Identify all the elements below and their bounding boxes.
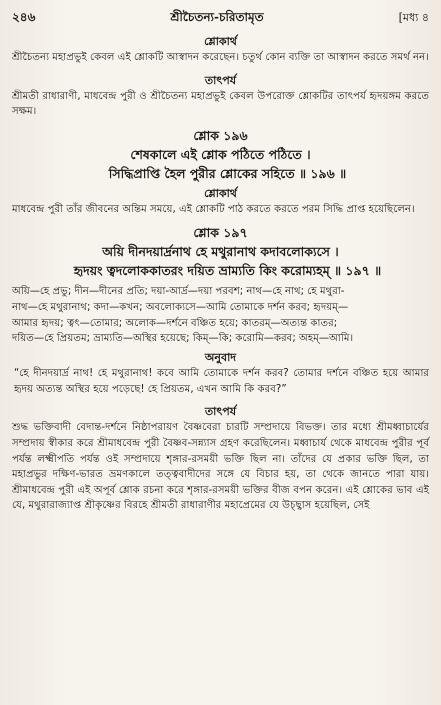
- synonym-line: আমার হৃদয়; ত্বৎ—তোমার; অলোক—দর্শনে বঞ্চিত হয়ে; কাতরম্—অত্যন্ত কাতর;: [12, 317, 338, 329]
- translation-text: “হে দীনদয়ার্দ্র নাথ! হে মথুরানাথ! কবে আমি তোমাকে দর্শন করব? তোমার দর্শনে বঞ্চিত হয়ে আমার হৃদয় অত্যন্ত অস্থির হয়ে পড়েছে! হে প্রিয়তম, এখন আমি কি করব?”: [14, 368, 429, 395]
- purport-text: শুদ্ধ ভক্তিবাদী বেদান্ত-দর্শনে নিষ্ঠাপরায়ণ বৈষ্ণবেরা চারটি সম্প্রদায়ে বিভক্ত। তার মধ্যে শ্রীমধ্বাচার্যের সম্প্রদায় স্বীকার করে শ্রীমাধবেন্দ্র পুরী বৈষ্ণব-সন্ন্যাস গ্রহণ করেছিলেন। মধ্বাচার্য থেকে মাধবেন্দ্র পুরীর পূর্ব পর্যন্ত লক্ষ্মীপতি পর্যন্ত ওই সম্প্রদায়ে শৃঙ্গার-রসময়ী ভক্তি ছিল না। তাঁদের যে প্রকার ভক্তি ছিল, তা মহাপ্রভুর দক্ষিণ-ভারত ভ্রমণকালে তত্ত্ববাদীদের সঙ্গে যে বিচার হয়, তা থেকে জানতে পারা যায়। শ্রীমাধবেন্দ্র পুরী এই অপূর্ব শ্লোক রচনা করে শৃঙ্গার-রসময়ী ভক্তির বীজ বপন করেন। এই শ্লোকের ভাব এই যে, মথুরারাজ্যাপ্ত শ্রীকৃষ্ণের বিরহে শ্রীমতী রাধারাণীর মহাপ্রেমের যে উচ্ছ্বাস হয়েছিল, সেই: [12, 422, 429, 512]
- synonym-line: নাথ—হে মথুরানাথ; কদা—কখন; অবলোক্যসে—আমি তোমাকে দর্শন করব; হৃদয়ম্—: [12, 302, 349, 314]
- chapter-marker: [মধ্য ৪: [398, 11, 429, 24]
- verse-gist-text: শ্রীচৈতন্য মহাপ্রভুই কেবল এই শ্লোকটি আস্বাদন করেছেন। চতুর্থ কোন ব্যক্তি তা আস্বাদন করতে সমর্থ নন।: [12, 52, 429, 63]
- book-title: শ্রীচৈতন্য-চরিতামৃত: [170, 10, 264, 24]
- synonym-line: দয়িত—হে প্রিয়তম; ভ্রাম্যতি—অস্থির হয়েছে; কিম্—কি; করোমি—করব; অহম্—আমি।: [12, 333, 354, 345]
- purport-text: শ্রীমতী রাধারাণী, মাধবেন্দ্র পুরী ও শ্রীচৈতন্য মহাপ্রভুই কেবল উপরোক্ত শ্লোকটির তাৎপর্য হৃদয়ঙ্গম করতে সক্ষম।: [12, 90, 429, 118]
- verse-line: সিদ্ধিপ্রাপ্তি হৈল পুরীর শ্লোকের সহিতে ॥ ১৯৬ ॥: [108, 165, 347, 181]
- page-header: [12, 10, 429, 31]
- verse-line: শেষকালে এই শ্লোক পঠিতে পঠিতে ।: [130, 146, 311, 162]
- translation-heading: অনুবাদ: [204, 351, 237, 365]
- verse-gist-heading: শ্লোকার্থ: [204, 186, 237, 200]
- verse-number-heading: শ্লোক ১৯৭: [193, 225, 248, 241]
- verse-gist-heading: শ্লোকার্থ: [204, 35, 237, 48]
- verse-line: অয়ি দীনদয়ার্দ্রনাথ হে মথুরানাথ কদাবলোক্যসে ।: [102, 244, 339, 260]
- verse-line: হৃদয়ং ত্বদলোককাতরং দয়িত ভ্রাম্যতি কিং করোম্যহম্ ॥ ১৯৭ ॥: [73, 263, 382, 279]
- purport-heading: তাৎপর্য: [204, 405, 237, 419]
- synonym-line: অয়ি—হে প্রভু; দীন—দীনের প্রতি; দয়া-আর্দ্র—দয়া পরবশ; নাথ—হে নাথ; হে মথুরা-: [12, 286, 345, 298]
- verse-number-heading: শ্লোক ১৯৬: [193, 127, 248, 143]
- purport-heading: তাৎপর্য: [204, 73, 237, 87]
- verse-gist-text: মাধবেন্দ্র পুরী তাঁর জীবনের অন্তিম সময়ে, এই শ্লোকটি পাঠ করতে করতে পরম সিদ্ধি প্রাপ্ত হয়েছিলেন।: [12, 203, 415, 215]
- page-number: ২৪৬: [12, 10, 36, 24]
